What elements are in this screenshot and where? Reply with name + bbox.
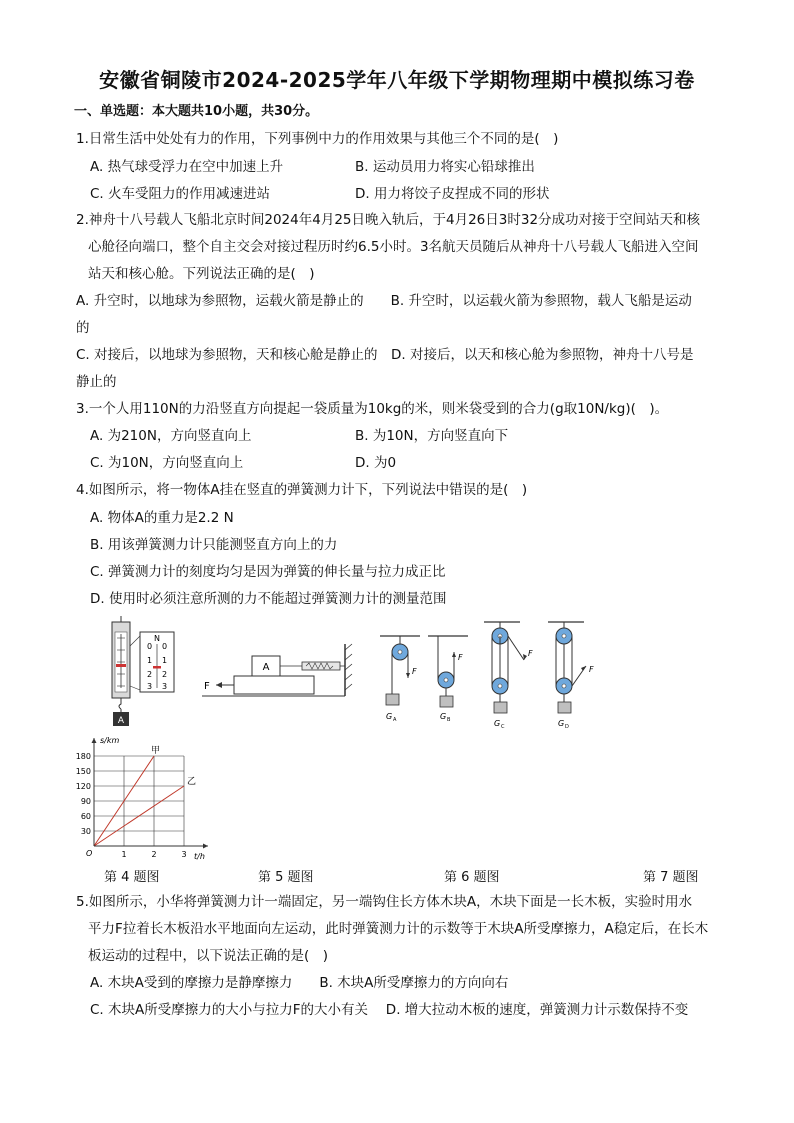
- chart-y-tick-label: 30: [80, 827, 91, 836]
- chart-y-tick-label: 90: [80, 797, 91, 806]
- exam-title: 安徽省铜陵市2024-2025学年八年级下学期物理期中模拟练习卷: [99, 68, 695, 92]
- chart-series-label: 乙: [187, 777, 197, 787]
- q5-stem-line2: 平力F拉着长木板沿水平地面向左运动，此时弹簧测力计的示数等于木块A所受摩擦力，A稳定后，在长木: [88, 921, 709, 937]
- q2-options-cd: C. 对接后，以地球为参照物，天和核心舱是静止的 D. 对接后，以天和核心舱为参照物，神舟十八号是: [76, 347, 694, 363]
- figure-4-scale-left-3: 3: [147, 682, 153, 691]
- chart-y-tick-label: 180: [75, 752, 91, 761]
- q2-options-ab: A. 升空时，以地球为参照物，运载火箭是静止的 B. 升空时，以运载火箭为参照物，载人飞船是运动: [76, 293, 692, 309]
- chart-origin: O: [86, 849, 93, 858]
- q2-options-cd-wrap: 静止的: [76, 374, 117, 390]
- figure-4-scale-right-3: 3: [162, 682, 168, 691]
- q4-option-b: B. 用该弹簧测力计只能测竖直方向上的力: [90, 537, 338, 553]
- q2-options-ab-wrap: 的: [76, 320, 90, 336]
- chart-tick-labels: [76, 752, 187, 859]
- q2-stem-line2: 心舱径向端口，整个自主交会对接过程历时约6.5小时。3名航天员随后从神舟十八号载人飞船进入空间: [88, 239, 699, 255]
- figure-5-block-label: A: [262, 662, 270, 673]
- figure-label-6: 第 6 题图: [444, 870, 500, 885]
- q4-option-c: C. 弹簧测力计的刻度均匀是因为弹簧的伸长量与拉力成正比: [90, 564, 446, 580]
- q5-stem-line3: 板运动的过程中，以下说法正确的是( ): [88, 948, 329, 964]
- figure-4-scale-right-2: 2: [162, 670, 168, 679]
- figure-6-weight-a-sub: A: [393, 717, 397, 723]
- q2-stem-line3: 站天和核心舱。下列说法正确的是( ): [88, 266, 315, 282]
- figure-6-force-d: F: [589, 665, 594, 674]
- figure-6-weight-a: G: [386, 712, 393, 721]
- q3-option-d: D. 为0: [355, 455, 397, 471]
- q4-option-a: A. 物体A的重力是2.2 N: [90, 510, 234, 526]
- figure-6-weight-d-sub: D: [565, 724, 569, 730]
- q3-option-b: B. 为10N，方向竖直向下: [355, 428, 509, 444]
- figure-5-friction-setup: [202, 640, 354, 702]
- figure-6-force-c: F: [528, 649, 533, 658]
- q5-options-ab: A. 木块A受到的摩擦力是静摩擦力 B. 木块A所受摩擦力的方向向右: [90, 975, 509, 991]
- q4-stem: 4.如图所示，将一物体A挂在竖直的弹簧测力计下，下列说法中错误的是( ): [76, 482, 528, 498]
- figure-7-st-chart: [75, 732, 216, 864]
- figure-label-4: 第 4 题图: [104, 870, 160, 885]
- figure-6-force-a: F: [412, 667, 417, 676]
- q1-option-a: A. 热气球受浮力在空中加速上升: [90, 159, 284, 175]
- chart-x-tick-label: 3: [181, 850, 187, 859]
- q4-option-d: D. 使用时必须注意所测的力不能超过弹簧测力计的测量范围: [90, 591, 447, 607]
- q3-option-a: A. 为210N，方向竖直向上: [90, 428, 252, 444]
- q3-option-c: C. 为10N，方向竖直向上: [90, 455, 244, 471]
- figure-4-scale-left-2: 2: [147, 670, 153, 679]
- section-heading: 一、单选题：本大题共10小题，共30分。: [74, 104, 319, 119]
- figure-4-scale-right-1: 1: [162, 656, 168, 665]
- chart-y-tick-label: 150: [75, 767, 91, 776]
- chart-y-label: s/km: [100, 736, 120, 745]
- figure-4-unit: N: [154, 634, 160, 643]
- figure-6-weight-c: G: [494, 719, 501, 728]
- chart-y-tick-label: 60: [80, 812, 91, 821]
- figure-6-force-b: F: [458, 653, 463, 662]
- chart-x-tick-label: 1: [121, 850, 127, 859]
- q5-stem-line1: 5.如图所示，小华将弹簧测力计一端固定，另一端钩住长方体木块A，木块下面是一长木板，实验时用水: [76, 894, 693, 910]
- figure-6-weight-d: G: [558, 719, 565, 728]
- chart-y-axis-arrow: [92, 738, 97, 743]
- figure-4-scale-left-0: 0: [147, 642, 153, 651]
- q3-stem: 3.一个人用110N的力沿竖直方向提起一袋质量为10kg的米，则米袋受到的合力(g取10N/kg)( )。: [76, 401, 669, 417]
- chart-x-label: t/h: [194, 852, 205, 861]
- figure-6-pulleys: [372, 616, 612, 736]
- q1-stem: 1.日常生活中处处有力的作用，下列事例中力的作用效果与其他三个不同的是( ): [76, 131, 559, 147]
- q2-stem-line1: 2.神舟十八号载人飞船北京时间2024年4月25日晚入轨后，于4月26日3时32分成功对接于空间站天和核: [76, 212, 701, 228]
- chart-x-tick-label: 2: [151, 850, 157, 859]
- figure-label-7: 第 7 题图: [643, 870, 699, 885]
- chart-x-axis-arrow: [203, 844, 208, 849]
- chart-y-tick-label: 120: [75, 782, 91, 791]
- figure-5-force-label: F: [204, 681, 210, 692]
- q1-option-b: B. 运动员用力将实心铅球推出: [355, 159, 535, 175]
- figure-4-scale-left-1: 1: [147, 656, 153, 665]
- figure-4-block-label: A: [117, 716, 125, 726]
- figure-4-scale-right-0: 0: [162, 642, 168, 651]
- chart-grid: [94, 756, 184, 846]
- figure-4-spring-scale: [104, 616, 184, 728]
- figure-label-5: 第 5 题图: [258, 870, 314, 885]
- q1-option-c: C. 火车受阻力的作用减速进站: [90, 186, 271, 202]
- q1-option-d: D. 用力将饺子皮捏成不同的形状: [355, 186, 550, 202]
- figure-6-weight-b: G: [440, 712, 447, 721]
- chart-series-label: 甲: [151, 746, 161, 756]
- q5-options-cd: C. 木块A所受摩擦力的大小与拉力F的大小有关 D. 增大拉动木板的速度，弹簧测力计示数保持不变: [90, 1002, 689, 1018]
- figure-6-weight-c-sub: C: [501, 724, 505, 730]
- figure-6-weight-b-sub: B: [447, 717, 451, 723]
